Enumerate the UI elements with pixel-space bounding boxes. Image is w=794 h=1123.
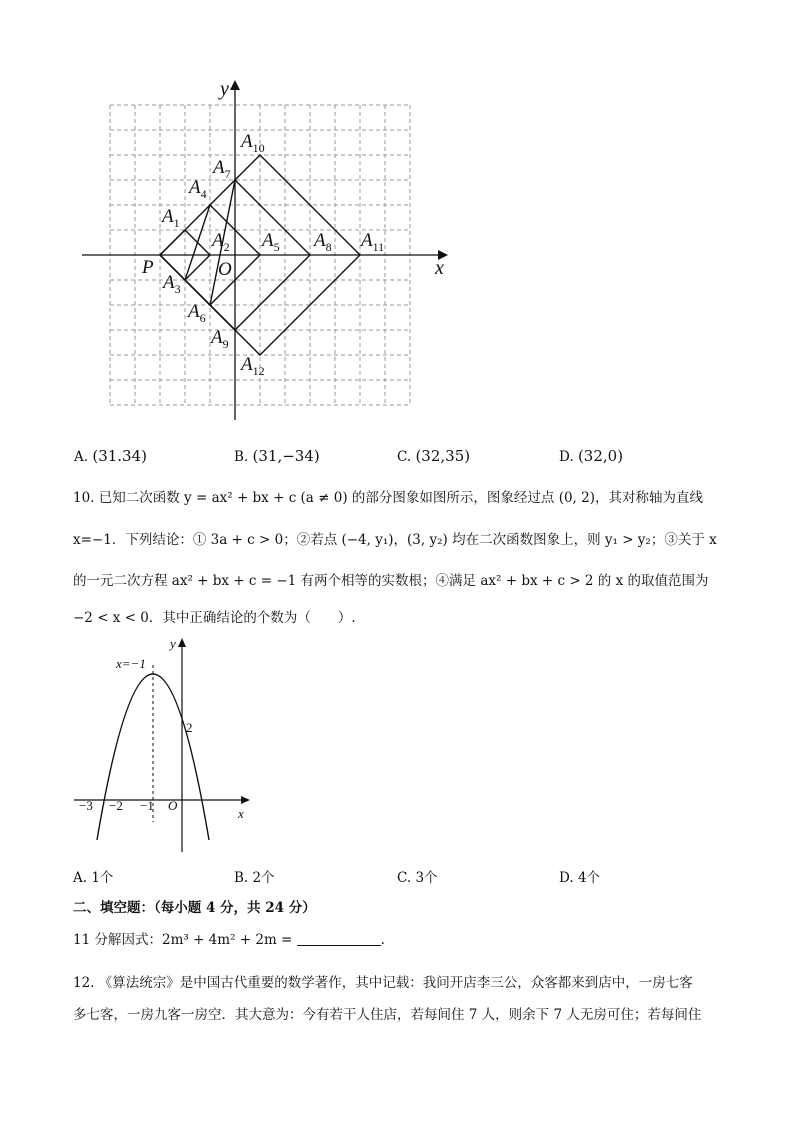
option-value: 4个 — [577, 870, 601, 886]
label-a7: $A_7$ — [213, 157, 231, 181]
option-letter: C. — [397, 870, 412, 886]
q11 — [73, 930, 385, 950]
q9-option-a[interactable] — [74, 446, 147, 467]
y-axis-label: y — [220, 78, 229, 100]
label-a1: $A_1$ — [162, 206, 180, 230]
symmetry-axis-label: x=−1 — [116, 656, 146, 671]
y-axis-arrow — [230, 80, 240, 90]
q10-option-d[interactable] — [559, 868, 600, 888]
x-axis-label: x — [435, 257, 444, 279]
y-intercept-label: 2 — [186, 720, 193, 735]
origin-label: O — [218, 259, 232, 280]
x-axis-label: x — [238, 806, 244, 821]
q10-option-a[interactable] — [73, 868, 113, 888]
label-a10: $A_{10}$ — [241, 131, 265, 155]
option-value: (31,−34) — [252, 447, 320, 465]
option-letter: C. — [397, 449, 412, 465]
label-a8: $A_8$ — [314, 230, 332, 254]
q10-line-4: −2 < x < 0．其中正确结论的个数为（ ）. — [73, 610, 356, 626]
label-a12: $A_{12}$ — [241, 354, 265, 378]
y-axis-label: y — [170, 636, 176, 651]
q10-option-c[interactable] — [397, 868, 438, 888]
q12-line-1: 12. 《算法统宗》是中国古代重要的数学著作，其中记载：我问开店李三公，众客都来到店中，一房七客 — [73, 975, 693, 991]
option-value: (32,35) — [415, 447, 471, 465]
label-a4: $A_4$ — [189, 177, 207, 201]
label-a9: $A_9$ — [211, 327, 229, 351]
q10-line-1: 10. 已知二次函数 y = ax² + bx + c (a ≠ 0) 的部分图象如图所示，图象经过点 (0, 2)，其对称轴为直线 — [73, 490, 703, 506]
x-axis-arrow — [241, 796, 250, 804]
point-p-label: P — [142, 257, 154, 278]
section-title: 二、填空题：（每小题 4 分，共 24 分） — [73, 900, 316, 916]
q11-end: . — [380, 932, 385, 948]
label-a3: $A_3$ — [163, 272, 181, 296]
tick-label: −3 — [79, 798, 93, 813]
figure-parabola — [70, 630, 260, 860]
label-a2: $A_2$ — [212, 230, 230, 254]
option-letter: A. — [73, 870, 88, 886]
tick-label: −2 — [109, 798, 123, 813]
q11-number: 11 — [73, 932, 91, 948]
option-value: (31.34) — [92, 447, 147, 465]
y-axis-arrow — [178, 638, 186, 647]
option-letter: B. — [234, 449, 249, 465]
option-letter: B. — [234, 870, 249, 886]
label-a5: $A_5$ — [262, 230, 280, 254]
origin-label: O — [168, 798, 178, 813]
figure-grid-squares — [70, 70, 470, 430]
option-value: 1个 — [91, 870, 114, 886]
label-a6: $A_6$ — [188, 301, 206, 325]
q9-option-d[interactable] — [559, 446, 623, 467]
option-value: 3个 — [415, 870, 438, 886]
q10-line-2: x=−1．下列结论：① 3a + c > 0；②若点 (−4, y₁)，(3, y₂) 均在二次函数图象上，则 y₁ > y₂；③关于 x — [73, 532, 717, 548]
option-value: (32,0) — [577, 447, 624, 465]
q10-line-3: 的一元二次方程 ax² + bx + c = −1 有两个相等的实数根；④满足 ax² + bx + c > 2 的 x 的取值范围为 — [73, 573, 709, 589]
option-letter: D. — [559, 449, 574, 465]
q10-option-b[interactable] — [234, 868, 275, 888]
q11-text: 分解因式：2m³ + 4m² + 2m = — [94, 932, 293, 948]
tick-label: −1 — [140, 798, 154, 813]
answer-blank[interactable] — [297, 931, 381, 946]
q9-option-b[interactable] — [234, 446, 320, 467]
option-letter: A. — [74, 449, 89, 465]
q9-option-c[interactable] — [397, 446, 470, 467]
label-a11: $A_{11}$ — [361, 230, 385, 254]
option-letter: D. — [559, 870, 574, 886]
option-value: 2个 — [252, 870, 275, 886]
q12-line-2: 多七客，一房九客一房空．其大意为：今有若干人住店，若每间住 7 人，则余下 7 人无房可住；若每间住 — [73, 1007, 702, 1023]
